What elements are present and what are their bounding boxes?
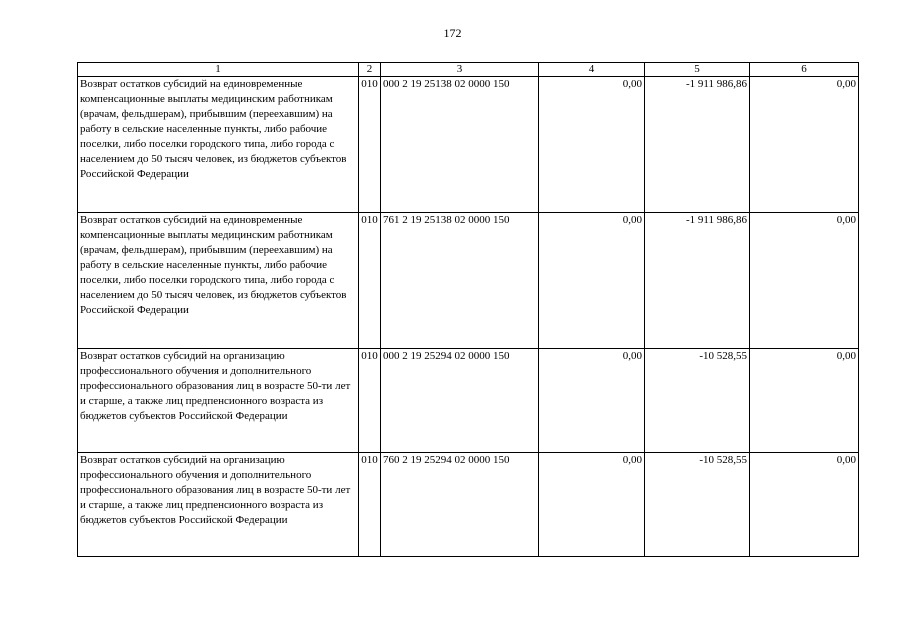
row-col4: 0,00 bbox=[539, 77, 645, 213]
row-col5: -1 911 986,86 bbox=[645, 77, 750, 213]
page-number: 172 bbox=[443, 26, 462, 40]
row-col6: 0,00 bbox=[750, 453, 859, 557]
row-col6: 0,00 bbox=[750, 213, 859, 349]
row-col4: 0,00 bbox=[539, 349, 645, 453]
row-kbk: 000 2 19 25138 02 0000 150 bbox=[381, 77, 539, 213]
row-code: 010 bbox=[359, 349, 381, 453]
row-col6: 0,00 bbox=[750, 77, 859, 213]
header-col-5: 5 bbox=[645, 63, 750, 77]
table-row bbox=[78, 453, 859, 557]
header-col-1: 1 bbox=[78, 63, 359, 77]
row-name: Возврат остатков субсидий на организацию профессионального обучения и дополнительного профессионального образования лиц в возрасте 50-ти лет и старше, а также лиц предпенсионного возраста из бюджетов субъектов Российской Федерации bbox=[78, 453, 359, 557]
row-col4: 0,00 bbox=[539, 213, 645, 349]
row-col6: 0,00 bbox=[750, 349, 859, 453]
row-kbk: 761 2 19 25138 02 0000 150 bbox=[381, 213, 539, 349]
row-col5: -1 911 986,86 bbox=[645, 213, 750, 349]
row-kbk: 760 2 19 25294 02 0000 150 bbox=[381, 453, 539, 557]
row-code: 010 bbox=[359, 453, 381, 557]
row-col5: -10 528,55 bbox=[645, 453, 750, 557]
row-name: Возврат остатков субсидий на единовременные компенсационные выплаты медицинским работникам (врачам, фельдшерам), прибывшим (переехавшим) на работу в сельские населенные пункты, либо рабочие поселки, либо поселки городского типа, либо города с населением до 50 тысяч человек, из бюджетов субъектов Российской Федерации bbox=[78, 213, 359, 349]
row-kbk: 000 2 19 25294 02 0000 150 bbox=[381, 349, 539, 453]
header-col-3: 3 bbox=[381, 63, 539, 77]
row-col4: 0,00 bbox=[539, 453, 645, 557]
row-col5: -10 528,55 bbox=[645, 349, 750, 453]
header-col-2: 2 bbox=[359, 63, 381, 77]
table-row bbox=[78, 77, 859, 213]
table-row bbox=[78, 349, 859, 453]
header-col-6: 6 bbox=[750, 63, 859, 77]
row-code: 010 bbox=[359, 213, 381, 349]
row-name: Возврат остатков субсидий на организацию профессионального обучения и дополнительного профессионального образования лиц в возрасте 50-ти лет и старше, а также лиц предпенсионного возраста из бюджетов субъектов Российской Федерации bbox=[78, 349, 359, 453]
header-col-4: 4 bbox=[539, 63, 645, 77]
header-row bbox=[78, 63, 859, 77]
report-table bbox=[77, 62, 859, 557]
table-row bbox=[78, 213, 859, 349]
row-code: 010 bbox=[359, 77, 381, 213]
row-name: Возврат остатков субсидий на единовременные компенсационные выплаты медицинским работникам (врачам, фельдшерам), прибывшим (переехавшим) на работу в сельские населенные пункты, либо рабочие поселки, либо поселки городского типа, либо города с населением до 50 тысяч человек, из бюджетов субъектов Российской Федерации bbox=[78, 77, 359, 213]
